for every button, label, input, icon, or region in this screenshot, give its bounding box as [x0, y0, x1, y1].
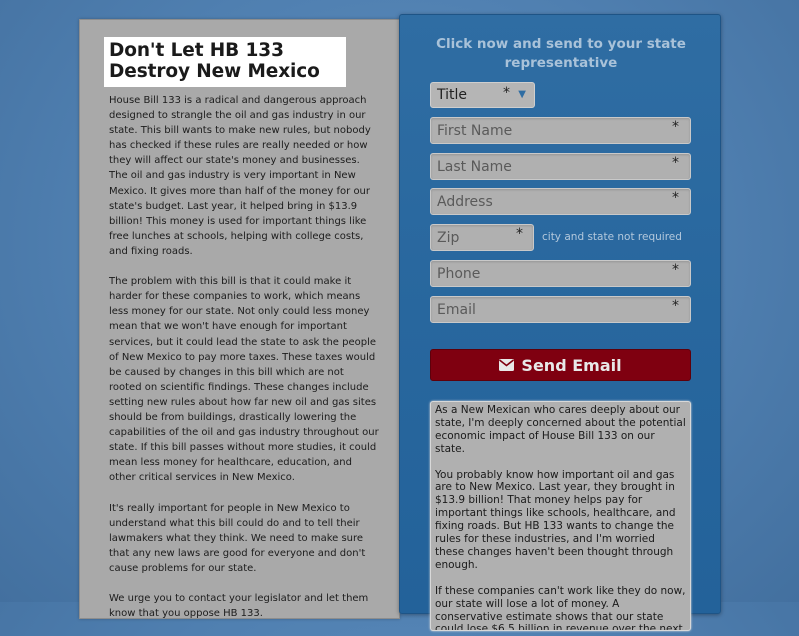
- article-paragraph: It's really important for people in New Mexico to understand what this bill could do and to tell their lawmakers what they think. We need to make sure that any new laws are good for everyone and don't cause problems for our state.: [109, 502, 366, 574]
- required-marker: *: [672, 298, 679, 314]
- email-form-panel: [399, 14, 721, 614]
- article-panel: [79, 19, 400, 619]
- title-select-value: Title: [437, 87, 468, 103]
- send-email-button[interactable]: [430, 349, 691, 381]
- envelope-icon: [499, 359, 514, 371]
- required-marker: *: [672, 262, 679, 278]
- email-field[interactable]: [430, 296, 691, 323]
- title-select[interactable]: [430, 82, 535, 108]
- article-paragraph: The problem with this bill is that it could make it harder for these companies to work, which means less money for our state. Not only could less money mean that we won't have enough for important services, but it could lead the state to ask the people of New Mexico to pay more taxes. These taxes would be caused by changes in this bill which are not rooted on scientific findings. These changes include setting new rules about how far new oil and gas sites should be from buildings, drastically lowering the capabilities of the oil and gas industry throughout our state. If this bill passes without more studies, it could mean less money for healthcare, education, and other critical services in New Mexico.: [109, 276, 379, 484]
- required-marker: *: [672, 155, 679, 171]
- headline-box: [104, 37, 346, 87]
- last-name-field[interactable]: [430, 153, 691, 180]
- zip-note: city and state not required: [542, 231, 682, 243]
- article-paragraph: House Bill 133 is a radical and dangerous approach designed to strangle the oil and gas industry in our state. This bill wants to make new rules, but nobody has checked if these rules are really needed or how they will affect our state's money and businesses. The oil and gas industry is very important in New Mexico. It gives more than half of the money for our state's budget. Last year, it helped bring in $13.9 billion! This money is used for important things like free lunches at schools, helping with college costs, and fixing roads.: [109, 95, 371, 257]
- form-heading: Click now and send to your state representative: [436, 36, 686, 71]
- article-paragraph: We urge you to contact your legislator and let them know that you oppose HB 133.: [109, 593, 369, 620]
- chevron-down-icon: ▼: [518, 89, 526, 100]
- phone-field[interactable]: [430, 260, 691, 287]
- required-marker: *: [516, 226, 523, 242]
- message-textarea[interactable]: [430, 401, 691, 631]
- send-email-label: Send Email: [521, 355, 622, 375]
- page-title: Don't Let HB 133 Destroy New Mexico: [109, 40, 320, 82]
- address-field[interactable]: [430, 188, 691, 215]
- required-marker: *: [503, 85, 510, 101]
- required-marker: *: [672, 119, 679, 135]
- first-name-field[interactable]: [430, 117, 691, 144]
- required-marker: *: [672, 190, 679, 206]
- article-body: [109, 93, 379, 636]
